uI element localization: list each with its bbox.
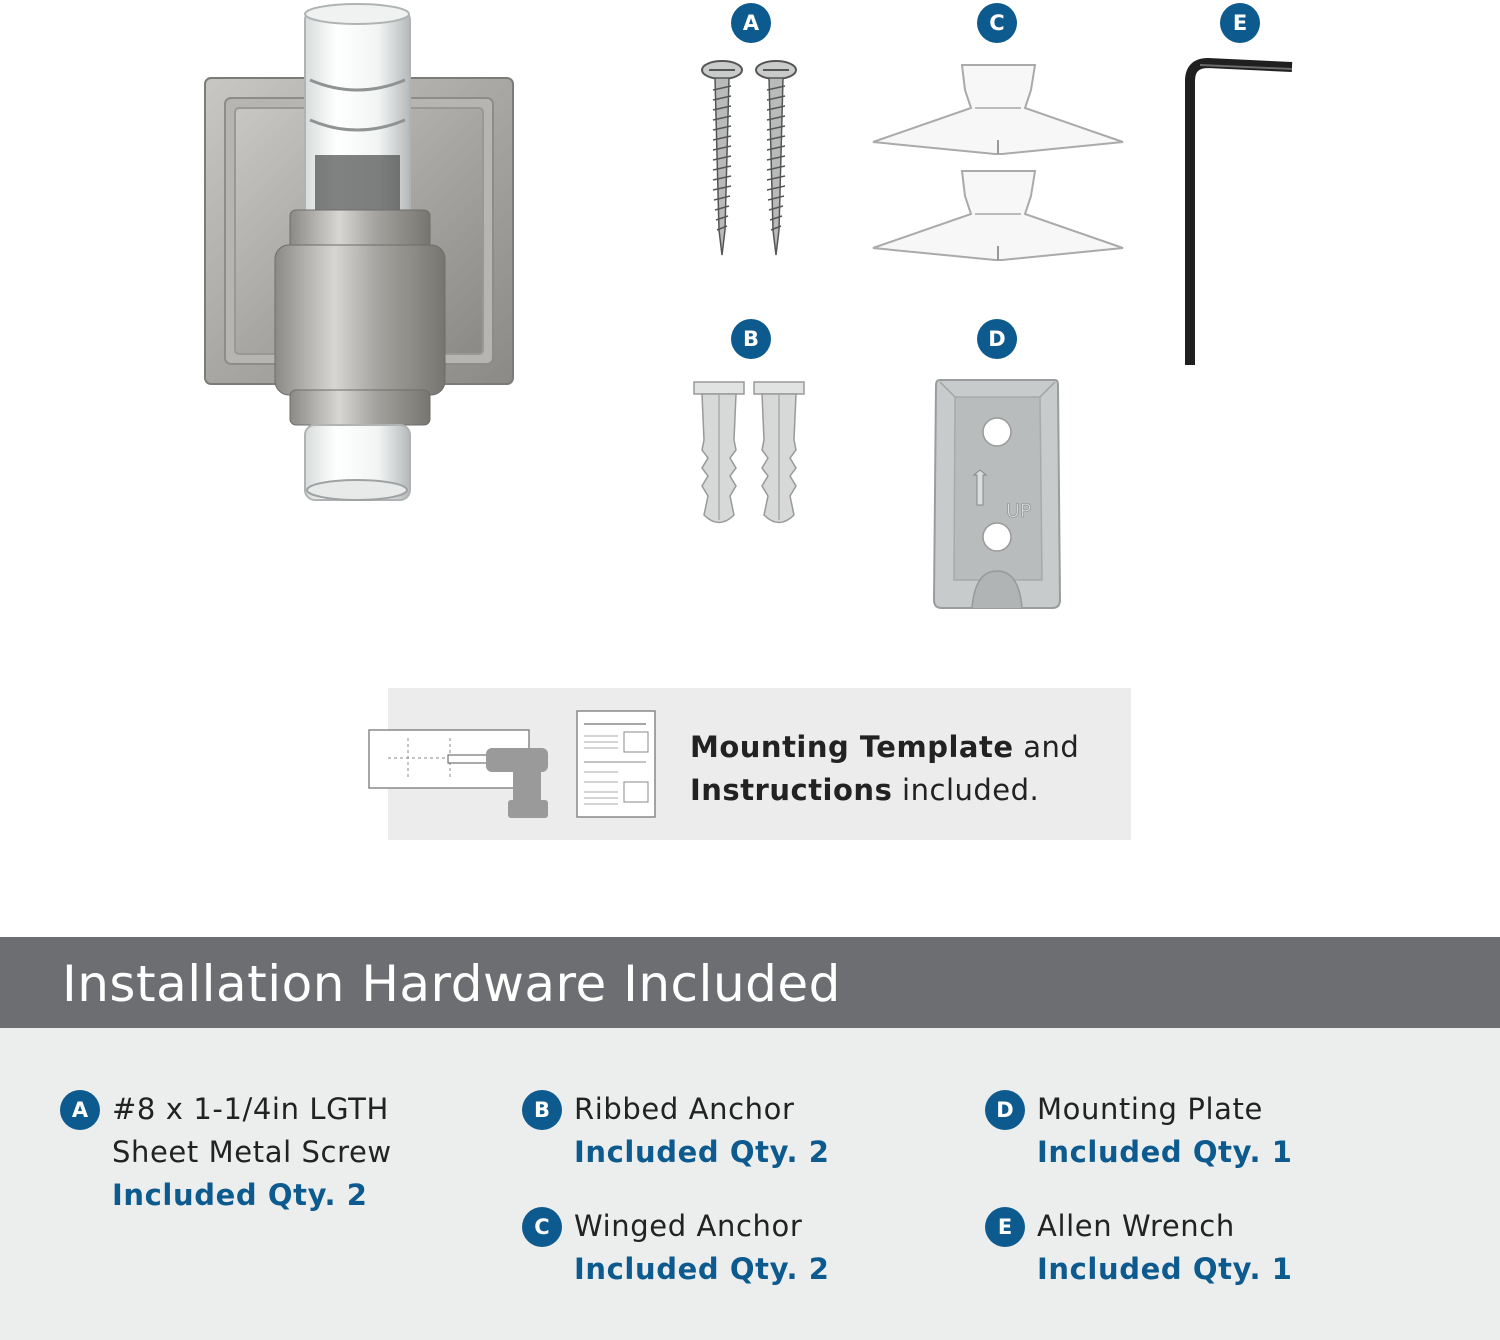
item-name-a-line1: #8 x 1-1/4in LGTH [112,1092,389,1126]
template-bold-2: Instructions [690,773,893,807]
towel-hook-image [195,0,525,510]
plate-up-label: UP [1006,500,1032,522]
item-badge-e: E [985,1207,1025,1247]
template-text-2: included. [892,773,1040,807]
item-qty-a: Included Qty. 2 [112,1178,368,1212]
item-badge-d: D [985,1090,1025,1130]
item-qty-e: Included Qty. 1 [1037,1252,1293,1286]
badge-a: A [731,3,771,43]
item-name-c: Winged Anchor [574,1209,803,1243]
template-text-1: and [1013,730,1080,764]
badge-c: C [977,3,1017,43]
drill-template-icon [368,728,553,820]
winged-anchors-image [865,60,1130,270]
badge-b: B [731,319,771,359]
screws-image [695,60,805,265]
item-badge-a: A [60,1090,100,1130]
item-badge-b: B [522,1090,562,1130]
item-name-d: Mounting Plate [1037,1092,1263,1126]
mounting-plate-image [930,375,1065,615]
instructions-sheet-icon [576,710,658,820]
item-qty-b: Included Qty. 2 [574,1135,830,1169]
allen-wrench-image [1180,55,1300,375]
badge-e: E [1220,3,1260,43]
item-qty-d: Included Qty. 1 [1037,1135,1293,1169]
item-name-a-line2: Sheet Metal Screw [112,1135,392,1169]
ribbed-anchors-image [690,380,810,530]
item-name-b: Ribbed Anchor [574,1092,795,1126]
item-name-e: Allen Wrench [1037,1209,1235,1243]
item-badge-c: C [522,1207,562,1247]
page-title: Installation Hardware Included [62,955,841,1013]
badge-d: D [977,319,1017,359]
item-qty-c: Included Qty. 2 [574,1252,830,1286]
template-description [690,726,1110,812]
template-bold-1: Mounting Template [690,730,1014,764]
